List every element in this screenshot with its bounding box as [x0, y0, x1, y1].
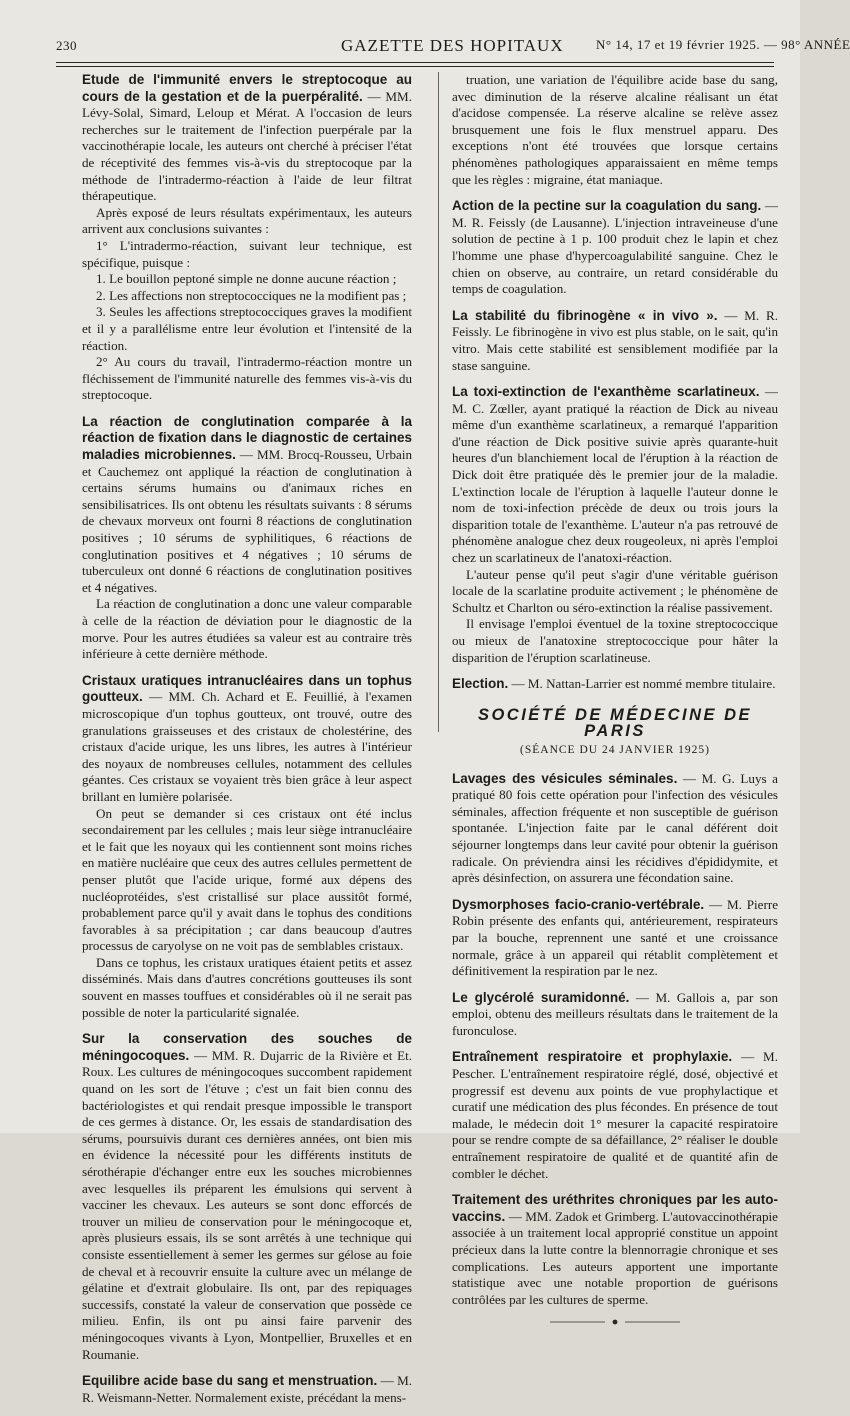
article-paragraph: Après exposé de leurs résultats expérimentaux, les auteurs arrivent aux conclusions suivantes :: [82, 204, 412, 237]
column-separator: [438, 72, 439, 732]
article-paragraph: 2. Les affections non streptococciques ne la modifient pas ;: [96, 287, 407, 303]
article: [452, 384, 778, 666]
article-paragraph: L'auteur pense qu'il peut s'agir d'une véritable guérison locale de la scarlatine produite activement ; le phénomène de Schultz et Charlton ou séro-extinction la réalise passivement.: [452, 566, 778, 615]
right-column-top: [452, 72, 778, 693]
article-title: Action de la pectine sur la coagulation du sang.: [452, 198, 762, 214]
article-paragraph: — MM. Ch. Achard et E. Feuillié, à l'examen microscopique d'un tophus goutteux, ont trouvé, outre des granulations graisseuses et des cristaux de cholestérine, des cristaux d'acide urique, les uns libres, les autres à l'intérieur des noyaux de nombreuses cellules, notamment des cellules géantes. Ces cristaux se voyaient très bien grâce à leur aspect brillant en lumière polarisée.: [82, 689, 412, 804]
article-title: Entraînement respiratoire et prophylaxie.: [452, 1049, 733, 1065]
article-title: Etude de l'immunité envers le streptocoque au cours de la gestation et de la puerpéralité.: [82, 72, 412, 104]
article-title: La toxi-extinction de l'exanthème scarlatineux.: [452, 384, 760, 400]
article-paragraph: — M. Nattan-Larrier est nommé membre titulaire.: [511, 676, 776, 692]
article-paragraph: — M. Pescher. L'entraînement respiratoire réglé, dosé, objectivé et progressif est devenu aux points de vue prophylactique et curatif une médication des plus fécondes. En présence de tout malade, le médecin doit 1° mesurer la capacité respiratoire pour se rendre compte de sa défaillance, 2° réaliser le double entraînement respiratoire de qualité et de quantité afin de combler le déchet.: [452, 1049, 778, 1181]
article-title: Equilibre acide base du sang et menstruation.: [82, 1373, 378, 1389]
article-title: Election.: [452, 676, 509, 692]
journal-title: GAZETTE DES HOPITAUX: [341, 36, 564, 55]
end-ornament: [550, 1318, 680, 1326]
article: [452, 198, 778, 298]
article-paragraph: On peut se demander si ces cristaux ont été inclus secondairement par les cellules ; mais leur siège intranucléaire et le fait que les noyaux qui les contiennent sont moins riches en matière nucléaire que ceux des autres cellules permettent de penser plutôt que l'acide urique, formé aux dépens des nucléoprotéides, s'est cristallisé sur place aussitôt formé, probablement parce qu'il y avait dans le tophus des conditions favorables à sa précipitation ; car dans beaucoup d'autres processus de caryolyse on ne voit pas de semblables cristaux.: [82, 805, 412, 954]
article-paragraph: — MM. Brocq-Rousseu, Urbain et Cauchemez ont appliqué la réaction de conglutination à certains sérums humains ou d'animaux riches en sensibilisatrices. Ils ont obtenu les résultats suivants : 8 sérums de chevaux morveux ont fourni 8 réactions de conglutination positives ; 10 sérums de syphilitiques, 6 réactions de conglutination positives et 4 négatives ; 10 sérums de tuberculeux ont donné 6 réactions de conglutination positives et 4 négatives.: [82, 447, 413, 595]
article-paragraph: Il envisage l'emploi éventuel de la toxine streptococcique ou mieux de l'anatoxine streptococcique pour hâter la disparition de l'éruption scarlatineuse.: [452, 616, 778, 665]
article-paragraph: — MM. Zadok et Grimberg. L'autovaccinothérapie associée à un traitement local approprié constitue un appoint précieux dans la lutte contre la blennorragie chronique et ses complications. Les auteurs apportent une importante statistique avec une notable proportion de guérisons contrôlées par les cultures de sperme.: [452, 1208, 778, 1307]
right-column-bottom: [452, 771, 778, 1309]
article-title: Sur la conservation des souches de méningocoques.: [82, 1031, 412, 1063]
article-paragraph: truation, une variation de l'équilibre acide base du sang, avec diminution de la réserve alcaline réalisant un état d'acidose compensée. La réserve alcaline se relève assez brusquement une fois le flux menstruel apparu. Des exceptions n'ont été trouvées que lorsque certains phénomènes pathologiques apparaissaient en même temps que les règles : migraine, état maniaque.: [452, 72, 778, 187]
article: [452, 1049, 778, 1182]
article-title: Traitement des uréthrites chroniques par les auto-vaccins.: [452, 1192, 778, 1224]
article: [452, 676, 778, 693]
article-paragraph: La réaction de conglutination a donc une valeur comparable à celle de la réaction de déviation pour le diagnostic de la morve. Pour les autres étudiées sa valeur est au contraire très inférieure à cette dernière méthode.: [82, 596, 412, 662]
article-paragraph: — M. Gallois a, par son emploi, obtenu des meilleurs résultats dans le traitement de la furonculose.: [452, 989, 778, 1038]
page-number: 230: [56, 38, 77, 53]
article-paragraph: — MM. Lévy-Solal, Simard, Leloup et Mérat. A l'occasion de leurs recherches sur le traitement de l'infection puerpérale par la vaccinothérapie locale, les auteurs ont cherché à préciser l'état de réceptivité des femmes vis-à-vis du streptocoque par la méthode de l'intradermo-réaction à l'aide de leur filtrat thérapeutique.: [82, 88, 412, 204]
right-column: [452, 72, 778, 1326]
article: [452, 72, 778, 188]
article-paragraph: — M. R. Weismann-Netter. Normalement existe, précédant la mens-: [82, 1373, 412, 1405]
header-rule-thin: [56, 66, 774, 67]
article-paragraph: 2° Au cours du travail, l'intradermo-réaction montre un fléchissement de l'immunité naturelle des femmes vis-à-vis du streptocoque.: [82, 354, 412, 403]
article-paragraph: — M. C. Zœller, ayant pratiqué la réaction de Dick au niveau même d'un exanthème scarlatineux, a remarqué l'apparition d'une réaction de Dick positive suivie après quarante-huit heures d'un blanchiement local de l'éruption à la réaction de Dick doit être pratiquée dès le premier jour de la maladie. L'extinction locale de l'éruption à laquelle l'auteur donne le nom de toxi-infection précède de deux ou trois jours la disparition totale de l'exanthème. L'auteur n'a pas retrouvé de phénomène analogue chez deux rougeoleux, ni après l'emploi chez un scarlatineux de l'anatoxi-réaction.: [452, 384, 778, 566]
article: [82, 1031, 412, 1363]
article: [452, 990, 778, 1040]
article-title: La réaction de conglutination comparée à la réaction de fixation dans le diagnostic de certaines maladies microbiennes.: [82, 413, 412, 463]
page-header: [56, 34, 850, 60]
header-rule: [56, 62, 774, 63]
article-paragraph: 3. Seules les affections streptococciques graves la modifient et il y a parallélisme entre leur évolution et l'intensité de la réaction.: [82, 304, 412, 353]
article-paragraph: Dans ce tophus, les cristaux uratiques étaient petits et assez disséminés. Mais dans d'autres concrétions goutteuses ils sont souvent en masses touffues et considérables où il ne serait pas possible de noter la particularité signalée.: [82, 954, 412, 1020]
article-paragraph: 1° L'intradermo-réaction, suivant leur technique, est spécifique, puisque :: [82, 237, 412, 270]
article: [452, 308, 778, 374]
article: [82, 1373, 412, 1406]
article: [82, 414, 412, 663]
article-paragraph: — MM. R. Dujarric de la Rivière et Et. Roux. Les cultures de méningocoques succombent rapidement quand on les sort de l'étuve ; c'est un fait bien connu des bactériologistes et qui rendait presque impossible le transport de ces germes à distance. Or, les essais de standardisation des sérums, poursuivis durant ces dernières années, ont bien mis en évidence la nécessité pour les différents instituts de sérothérapie d'échanger entre eux les souches microbiennes avec lesquelles ils préparent les émulsions qui servent à vacciner les chevaux. Les auteurs se sont donc efforcés de trouver un milieu de conservation pour le méningocoque et, après plusieurs essais, ils se sont arrêtés à une technique qui consiste essentiellement à semer les germes sur gélose au foie de cheval et à recouvrir ensuite la culture avec un mélange de gélatine et d'extrait globulaire. Ils ont, par des repiquages successifs, constaté la valeur de conservation que possède ce milieu. Enfin, ils ont pu ainsi faire parvenir des méningocoques vivants à Lyon, Montpellier, Bruxelles et en Roumanie.: [82, 1047, 412, 1362]
session-date: (SÉANCE DU 24 JANVIER 1925): [520, 743, 710, 756]
article-title: La stabilité du fibrinogène « in vivo ».: [452, 307, 718, 323]
article-title: Le glycérolé suramidonné.: [452, 989, 630, 1005]
issue-info: N° 14, 17 et 19 février 1925. — 98° ANNÉE: [596, 37, 850, 52]
society-heading: SOCIÉTÉ DE MÉDECINE DE PARIS: [477, 705, 753, 741]
article-paragraph: — M. Pierre Robin présente des enfants qui, antérieurement, respirateurs par la bouche, reprennent une santé et une croissance normale, grâce à un appareil qui rétablit complètement et définitivement la respiration par le nez.: [452, 896, 779, 979]
article: [82, 72, 412, 404]
article: [452, 1192, 778, 1308]
article: [82, 673, 412, 1021]
article-paragraph: — M. R. Feissly (de Lausanne). L'injection intraveineuse d'une solution de pectine à 1 p. 100 produit chez le lapin et chez l'homme une phase d'hypercoagulabilité sanguine. Chez le chien on observe, au contraire, un retard considérable du temps de coagulation.: [452, 198, 778, 297]
article-title: Cristaux uratiques intranucléaires dans un tophus goutteux.: [82, 672, 412, 705]
article-paragraph: — M. R. Feissly. Le fibrinogène in vivo est plus stable, on le sait, qu'in vitro. Mais cette stabilité est sensiblement modifiée par la stase sanguine.: [452, 307, 778, 373]
article: [452, 771, 778, 887]
left-column: [82, 72, 412, 1416]
article: [452, 897, 778, 980]
article-paragraph: 1. Le bouillon peptoné simple ne donne aucune réaction ;: [96, 271, 397, 287]
article-title: Lavages des vésicules séminales.: [452, 770, 678, 786]
article-title: Dysmorphoses facio-cranio-vertébrale.: [452, 896, 705, 912]
article-paragraph: — M. G. Luys a pratiqué 80 fois cette opération pour l'infection des vésicules séminales, affection fréquente et non susceptible de guérison spontanée. L'injection faite par le canal déférent doit séjourner longtemps dans leur cavité pour obtenir la guérison radicale. On préviendra ainsi les récidives d'épididymite, et après désinfection, on assurera une fécondation saine.: [452, 770, 778, 886]
